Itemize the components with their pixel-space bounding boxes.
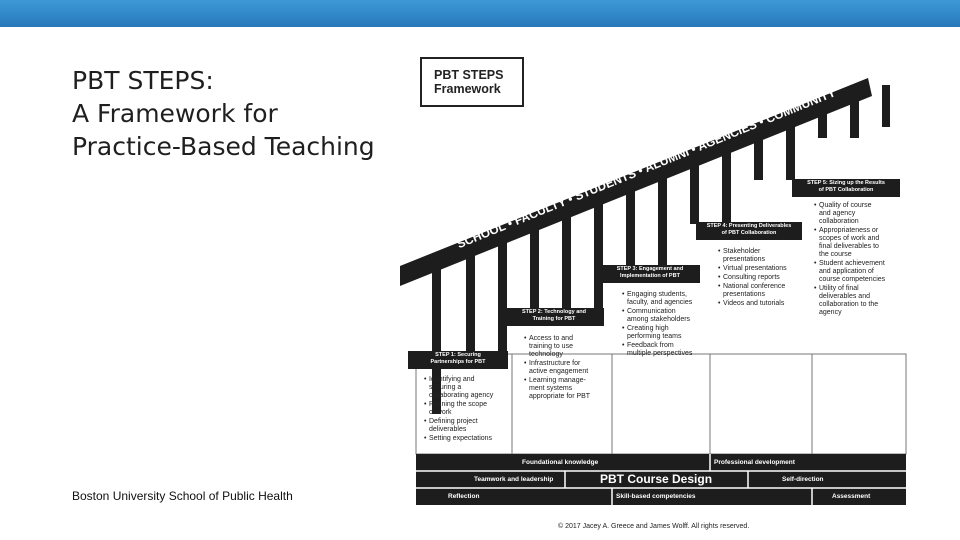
framework-label-line-2: Framework [434, 82, 501, 96]
copyright-notice: © 2017 Jacey A. Greece and James Wolff. All rights reserved. [558, 523, 750, 530]
list-item: • Utility of final deliverables and collaboration to the agency [814, 285, 906, 317]
step-1-header [408, 351, 508, 369]
bar-reflection: Reflection [448, 493, 480, 500]
list-item: • Videos and tutorials [718, 300, 810, 308]
bar-professional-development: Professional development [714, 459, 795, 466]
step-5-subtitle: of PBT Collaboration [818, 187, 874, 193]
list-item: • Access to and training to use technology [524, 335, 610, 359]
bar-teamwork-leadership: Teamwork and leadership [474, 476, 554, 483]
step-3-header [600, 265, 700, 283]
banner-text: SCHOOL • FACULTY • STUDENTS • ALUMNI • AGENCIES • COMMUNITY [454, 85, 838, 252]
step-2-header [504, 308, 604, 326]
framework-label-box [420, 57, 524, 107]
step-1-subtitle: Partnerships for PBT [430, 359, 486, 365]
list-item: • Consulting reports [718, 274, 810, 282]
post-3 [498, 228, 507, 361]
step-5-title: STEP 5: Sizing up the Results [807, 180, 885, 186]
step-3-subtitle: Implementation of PBT [620, 273, 680, 279]
step-5-header [792, 179, 900, 197]
list-item: • Learning manage- ment systems appropriate for PBT [524, 377, 610, 401]
list-item: • Identifying and securing a collaborating agency [424, 376, 510, 400]
list-item: • Quality of course and agency collaboration [814, 202, 906, 226]
step-1-title: STEP 1: Securing [435, 352, 481, 358]
step-4-header [696, 222, 802, 240]
post-15 [882, 85, 890, 127]
list-item: • Setting expectations [424, 435, 510, 443]
list-item: • Appropriateness or scopes of work and final deliverables to the course [814, 227, 906, 259]
framework-label-line-1: PBT STEPS [434, 68, 504, 82]
post-2 [466, 241, 475, 361]
list-item: • Infrastructure for active engagement [524, 360, 610, 376]
bar-foundational-knowledge: Foundational knowledge [522, 459, 599, 466]
list-item: • Stakeholder presentations [718, 248, 810, 264]
step-2-list [524, 335, 610, 402]
step-3-list [622, 291, 708, 359]
list-item: • Communication among stakeholders [622, 308, 708, 324]
step-1-list [424, 376, 510, 444]
slide-title [72, 64, 412, 163]
list-item: • Creating high performing teams [622, 325, 708, 341]
title-line-3: Practice-Based Teaching [72, 132, 375, 161]
title-line-1: PBT STEPS: [72, 66, 214, 95]
bar-assessment: Assessment [832, 493, 871, 500]
list-item: • Refining the scope of work [424, 401, 510, 417]
list-item: • Defining project deliverables [424, 418, 510, 434]
list-item: • Student achievement and application of course competencies [814, 260, 906, 284]
bar-pbt-course-design: PBT Course Design [600, 472, 713, 486]
step-2-title: STEP 2: Technology and [522, 309, 586, 315]
step-4-subtitle: of PBT Collaboration [721, 230, 777, 236]
step-4-list [718, 248, 810, 309]
step-4-title: STEP 4: Presenting Deliverables [706, 223, 792, 229]
pbt-steps-figure [400, 54, 910, 540]
step-5-list [814, 202, 906, 318]
slide-footer: Boston University School of Public Health [72, 489, 293, 503]
step-3-title: STEP 3: Engagement and [616, 266, 684, 272]
top-accent-bar [0, 0, 960, 27]
bar-skill-based-competencies: Skill-based competencies [616, 493, 696, 500]
bar-self-direction: Self-direction [782, 476, 824, 483]
step-2-subtitle: Training for PBT [532, 316, 576, 322]
list-item: • Feedback from multiple perspectives [622, 342, 708, 358]
title-line-2: A Framework for [72, 99, 278, 128]
list-item: • Virtual presentations [718, 265, 810, 273]
list-item: • Engaging students, faculty, and agencies [622, 291, 708, 307]
list-item: • National conference presentations [718, 283, 810, 299]
